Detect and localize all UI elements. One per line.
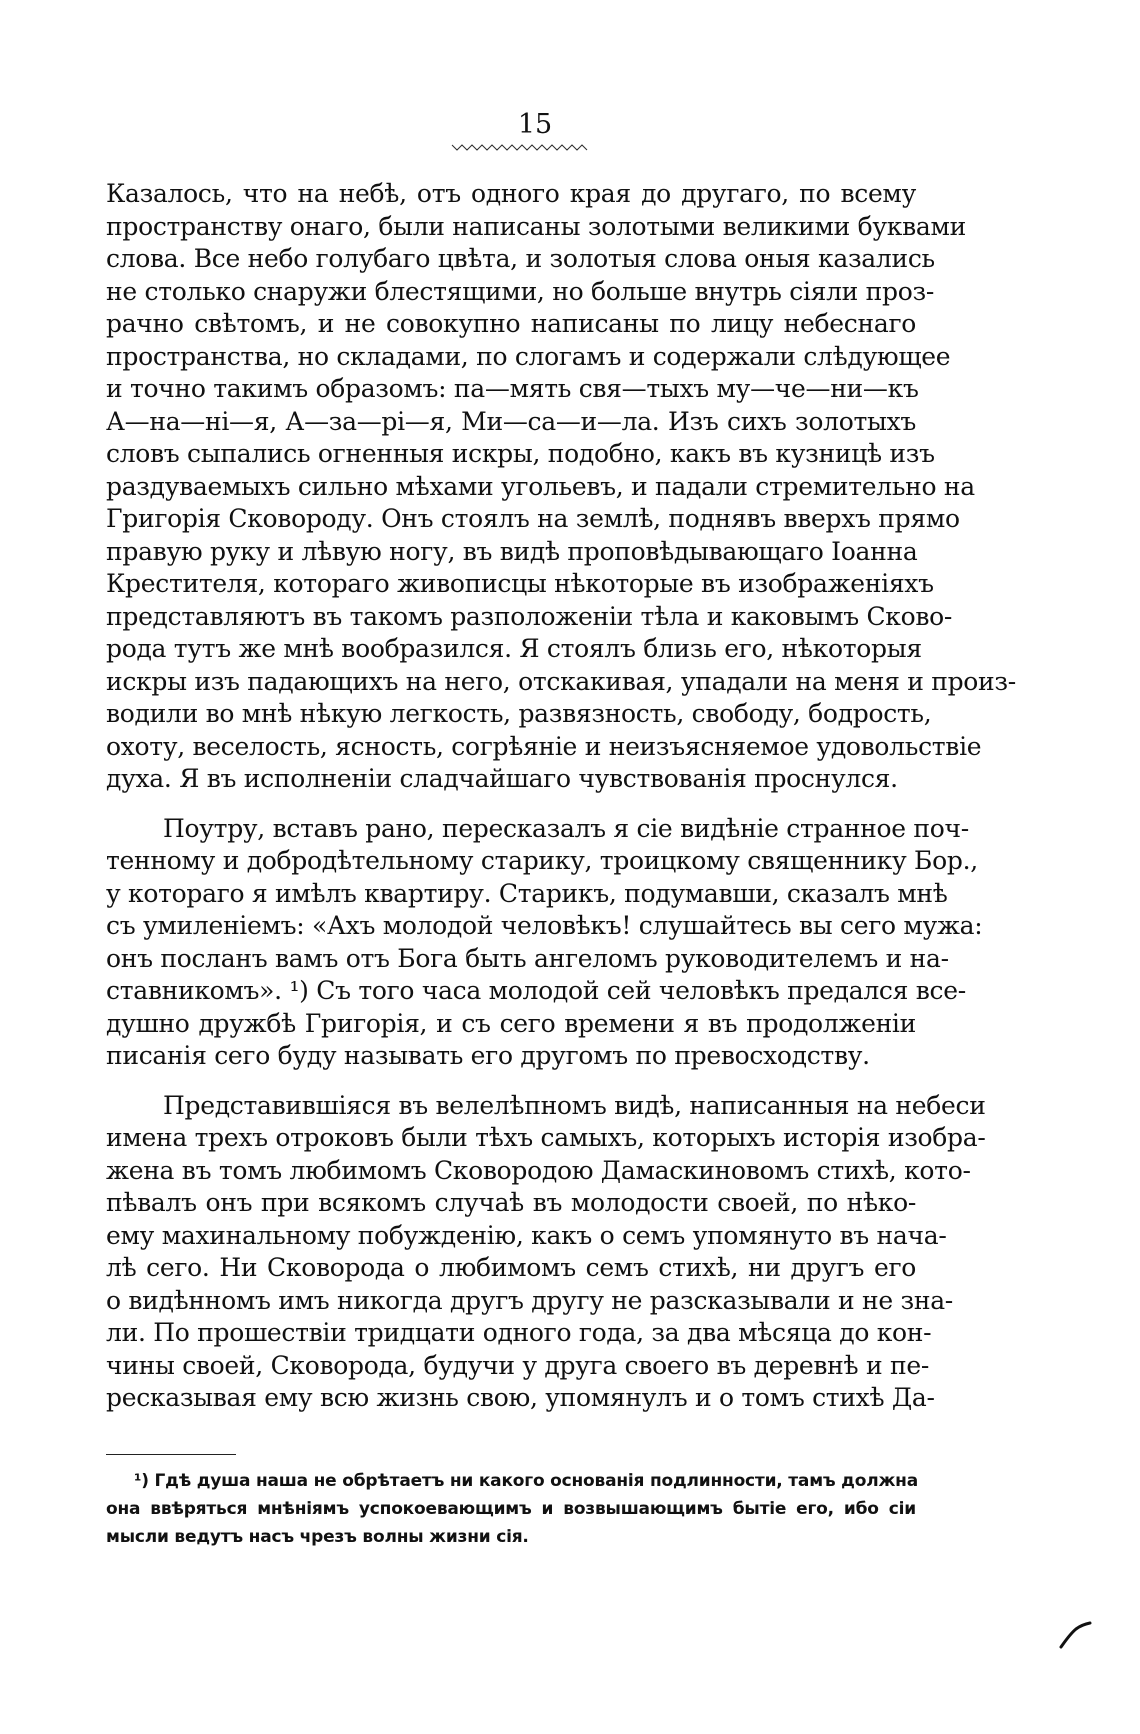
- text-line: не столько снаружи блестящими, но больше внутрь сіяли проз-: [106, 276, 934, 306]
- text-line: пѣвалъ онъ при всякомъ случаѣ въ молодости своей, по нѣко-: [106, 1188, 916, 1217]
- text-line: правую руку и лѣвую ногу, въ видѣ проповѣдывающаго Іоанна: [106, 536, 918, 566]
- ornament-divider: [450, 142, 590, 152]
- page-number: 15: [517, 109, 553, 140]
- text-line: пространства, но складами, по слогамъ и содержали слѣдующее: [106, 341, 951, 371]
- text-line: представляютъ въ такомъ разположеніи тѣла и каковымъ Сково-: [106, 601, 953, 631]
- text-line: ему махинальному побужденію, какъ о семъ упомянуто въ нача-: [106, 1220, 947, 1250]
- text-line: лѣ сего. Ни Сковорода о любимомъ семъ стихѣ, ни другъ его: [106, 1253, 916, 1282]
- text-line: онъ посланъ вамъ отъ Бога быть ангеломъ руководителемъ и на-: [106, 943, 949, 973]
- text-line: о видѣнномъ имъ никогда другъ другу не разсказывали и не зна-: [106, 1285, 953, 1315]
- text-line: Казалось, что на небѣ, отъ одного края до другаго, по всему: [106, 179, 916, 208]
- text-line: духа. Я въ исполненіи сладчайшаго чувствованія проснулся.: [106, 764, 898, 793]
- text-line: имена трехъ отроковъ были тѣхъ самыхъ, которыхъ исторія изобра-: [106, 1123, 986, 1152]
- paragraph: [106, 813, 983, 1073]
- text-line: писанія сего буду называть его другомъ по превосходству.: [106, 1041, 870, 1070]
- text-line: жена въ томъ любимомъ Сковородою Дамаскиновомъ стихѣ, кото-: [106, 1155, 971, 1185]
- text-line: раздуваемыхъ сильно мѣхами угольевъ, и падали стремительно на: [106, 471, 975, 501]
- text-line: водили во мнѣ нѣкую легкость, развязность, свободу, бодрость,: [106, 699, 932, 728]
- footnote-rule: [106, 1454, 236, 1455]
- footnote-line: мысли ведутъ насъ чрезъ волны жизни сія.: [106, 1527, 529, 1547]
- text-line: Крестителя, котораго живописцы нѣкоторые въ изображеніяхъ: [106, 569, 934, 598]
- footnote-line: она ввѣряться мнѣніямъ успокоевающимъ и возвышающимъ бытіе его, ибо сіи: [106, 1499, 916, 1519]
- text-line: Поутру, вставъ рано, пересказалъ я сіе видѣніе странное поч-: [163, 813, 969, 843]
- text-line: А—на—ні—я, А—за—рі—я, Ми—са—и—ла. Изъ сихъ золотыхъ: [106, 406, 916, 436]
- footnote: [106, 1467, 916, 1551]
- text-line: пространству онаго, были написаны золотыми великими буквами: [106, 211, 967, 241]
- body-text: [106, 178, 1016, 1415]
- text-line: словъ сыпались огненныя искры, подобно, какъ въ кузницѣ изъ: [106, 439, 935, 468]
- text-line: съ умиленіемъ: «Ахъ молодой человѣкъ! слушайтесь вы сего мужа:: [106, 911, 983, 940]
- text-line: Представившіяся въ велелѣпномъ видѣ, написанныя на небеси: [163, 1090, 986, 1120]
- text-line: рода тутъ же мнѣ вообразился. Я стоялъ близь его, нѣкоторыя: [106, 634, 922, 663]
- text-line: чины своей, Сковорода, будучи у друга своего въ деревнѣ и пе-: [106, 1350, 929, 1380]
- text-line: рачно свѣтомъ, и не совокупно написаны по лицу небеснаго: [106, 309, 916, 338]
- text-line: тенному и добродѣтельному старику, троицкому священнику Бор.,: [106, 846, 978, 875]
- text-line: душно дружбѣ Григорія, и съ сего времени я въ продолженіи: [106, 1008, 916, 1038]
- text-line: ресказывая ему всю жизнь свою, упомянулъ и о томъ стихѣ Да-: [106, 1383, 935, 1412]
- text-line: охоту, веселость, ясность, согрѣяніе и неизъясняемое удовольствіе: [106, 731, 982, 761]
- paragraph: [106, 1090, 986, 1415]
- text-line: слова. Все небо голубаго цвѣта, и золотыя слова оныя казались: [106, 244, 935, 273]
- pen-mark-icon: [1058, 1620, 1092, 1650]
- text-line: ставникомъ». ¹) Съ того часа молодой сей человѣкъ предался все-: [106, 976, 966, 1005]
- text-line: и точно такимъ образомъ: па—мять свя—тыхъ му—че—ни—къ: [106, 374, 919, 403]
- text-line: у котораго я имѣлъ квартиру. Старикъ, подумавши, сказалъ мнѣ: [106, 878, 948, 908]
- text-line: ли. По прошествіи тридцати одного года, за два мѣсяца до кон-: [106, 1318, 932, 1347]
- paragraph: [106, 178, 1016, 796]
- text-line: искры изъ падающихъ на него, отскакивая, упадали на меня и произ-: [106, 666, 1016, 696]
- footnote-line: ¹) Гдѣ душа наша не обрѣтаетъ ни какого основанія подлинности, тамъ должна: [134, 1471, 918, 1491]
- text-line: Григорія Сковороду. Онъ стоялъ на землѣ, поднявъ вверхъ прямо: [106, 504, 960, 533]
